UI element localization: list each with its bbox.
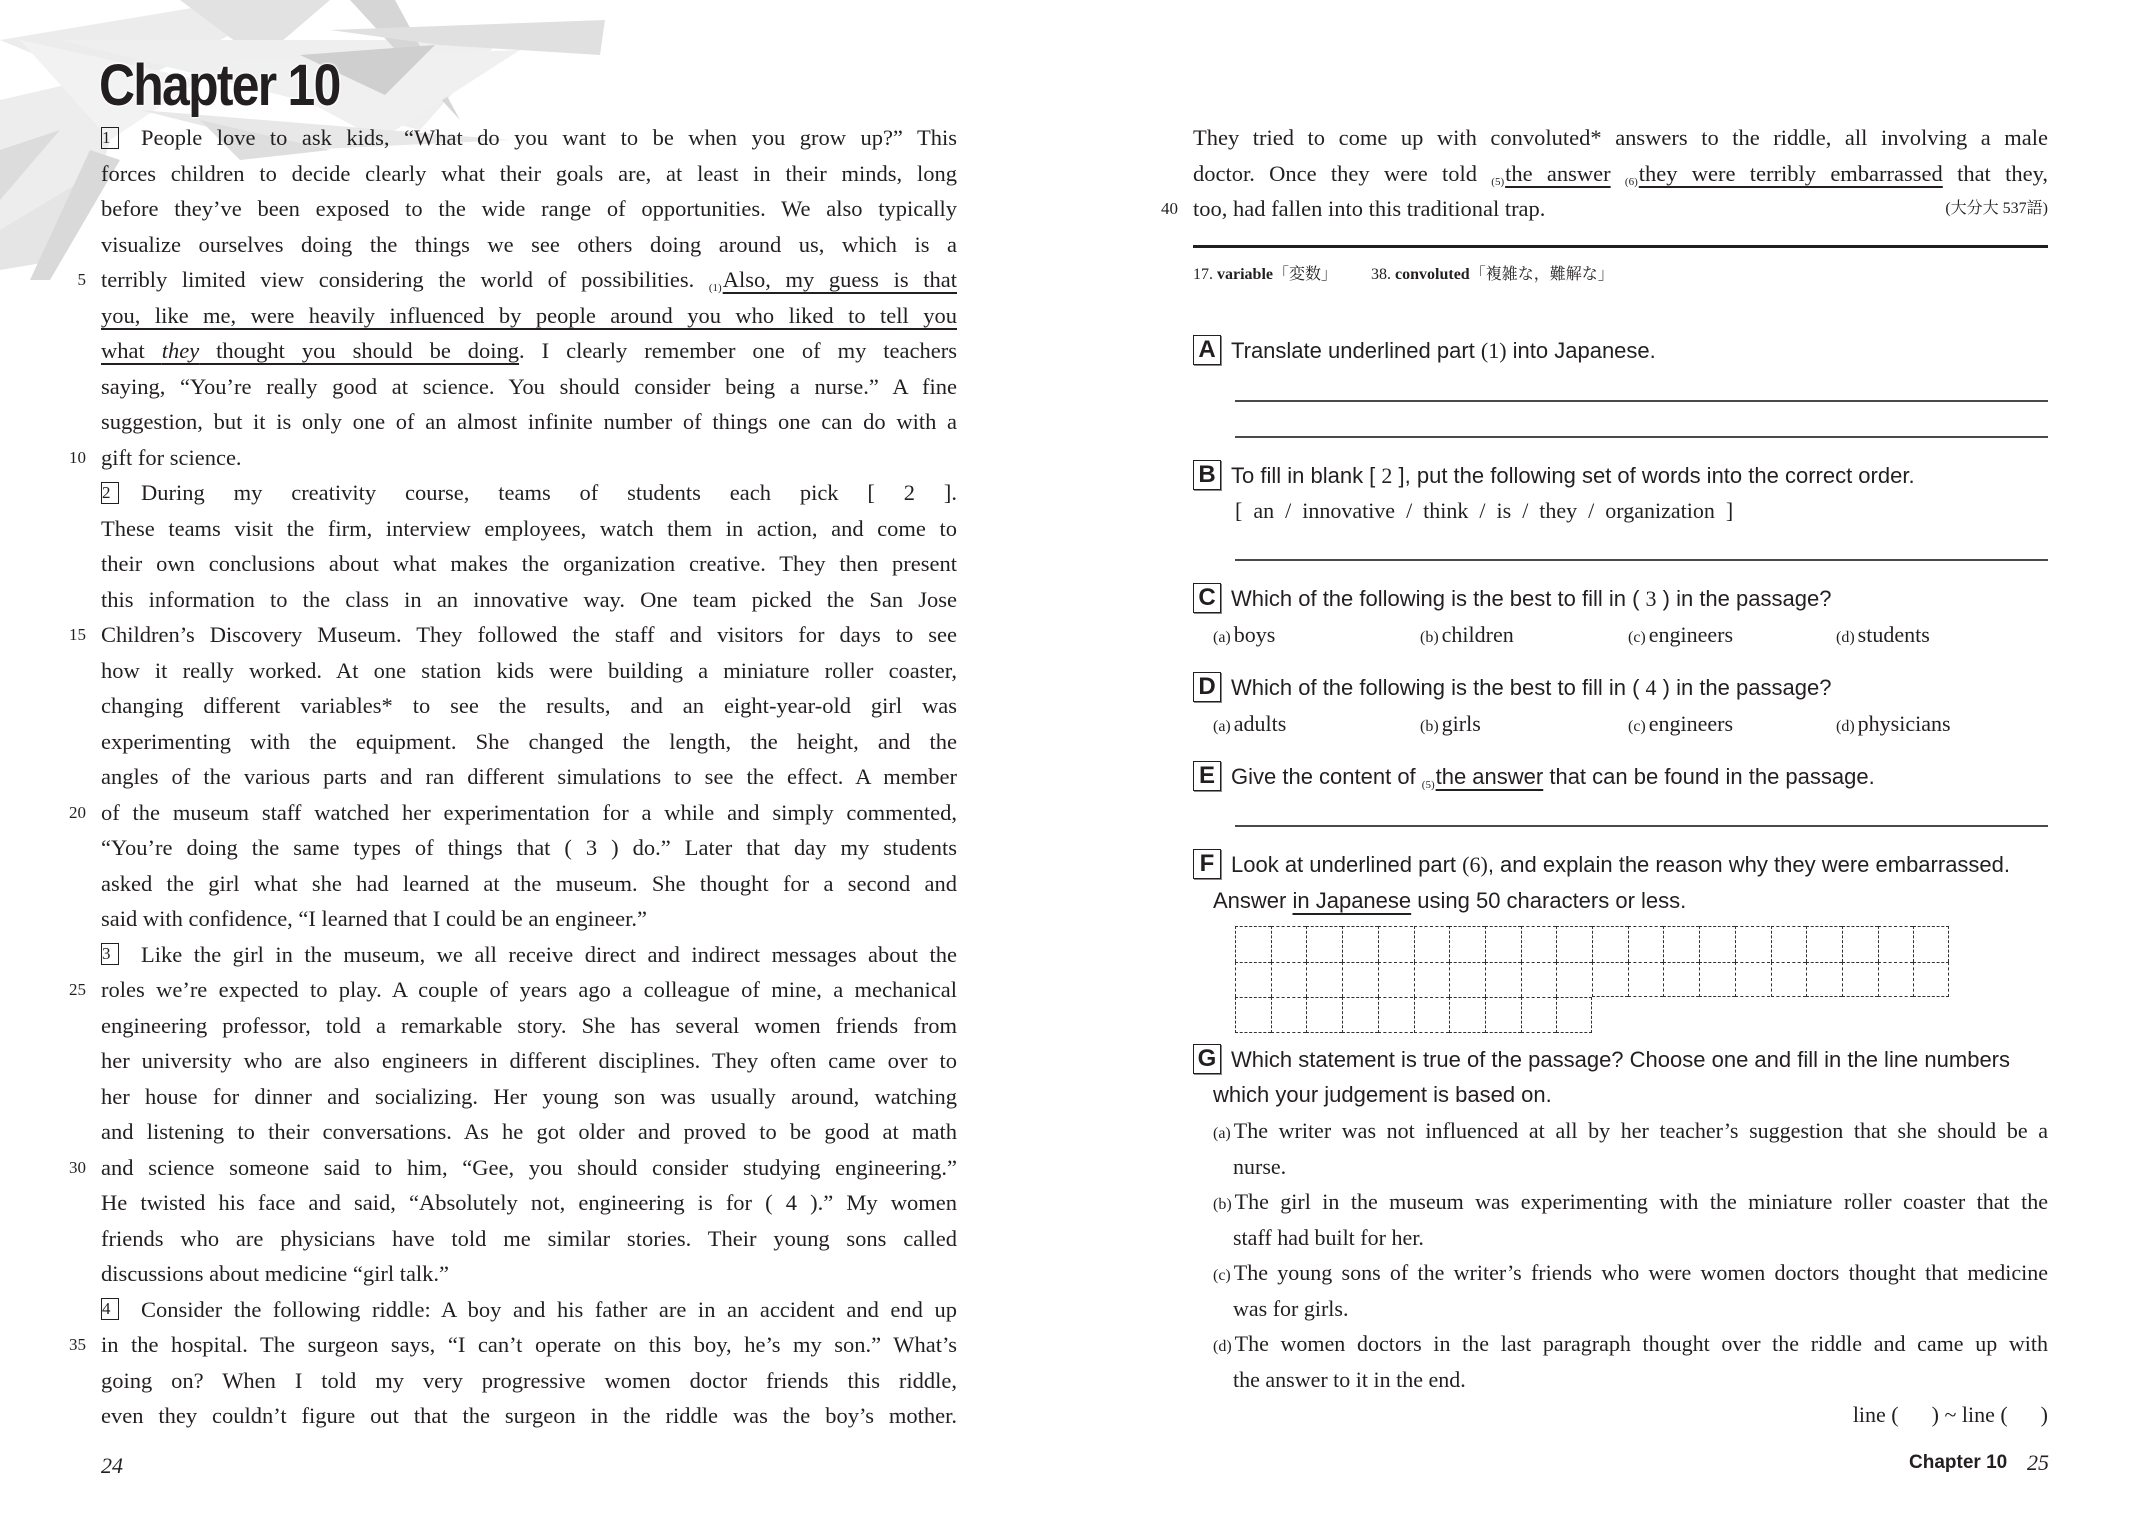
question-text: ], put the following set of words into the correct order. [1392,463,1915,488]
answer-cell[interactable] [1735,962,1771,998]
underlined-text: Also, my guess is that [722,267,957,292]
answer-cell[interactable] [1913,962,1949,998]
option-key: (d) [1213,1338,1232,1355]
line-text: of the museum staff watched her experimentation for a while and simply commented, [101,799,957,825]
question-label: G [1193,1044,1221,1074]
line-text: He twisted his face and said, “Absolutely not, engineering is for ( 4 ).” My women [101,1190,957,1215]
answer-cell[interactable] [1378,926,1414,962]
option-key: (b) [1420,629,1439,646]
answer-cell[interactable] [1699,926,1735,962]
chapter-title: Chapter 10 [99,53,340,118]
answer-cell[interactable] [1271,997,1307,1033]
footnote-gloss: 「複雑な，難解な」 [1469,266,1614,283]
line-text: even they couldn’t figure out that the surgeon in the riddle was the boy’s mother. [101,1403,957,1428]
text-line [101,1150,957,1186]
answer-cell[interactable] [1271,962,1307,998]
option-continuation: staff had built for her. [1233,1224,1424,1250]
answer-cell[interactable] [1521,997,1557,1033]
text-line [101,830,957,866]
option-text: The writer was not influenced at all by her teacher’s suggestion that she should be a [1233,1118,2048,1143]
text-line [101,227,957,263]
question-b [1193,458,1915,494]
answer-cell[interactable] [1378,962,1414,998]
question-text: into Japanese. [1506,338,1656,363]
line-text: During my creativity course, teams of students each pick [ 2 ]. [141,480,957,505]
question-text: Translate underlined part [1231,338,1481,363]
option-text: physicians [1857,711,1951,736]
line-text: angles of the various parts and ran different simulations to see the effect. A member [101,764,957,789]
text-line [101,404,957,440]
line-text: asked the girl what she had learned at the museum. She thought for a second and [101,870,957,896]
question-ref: 4 [1645,675,1657,700]
answer-cell[interactable] [1699,962,1735,998]
answer-cell[interactable] [1521,962,1557,998]
option-c[interactable] [1213,1255,2048,1291]
underlined-text: you, like me, were heavily influenced by people around you who liked to tell you [101,302,957,328]
question-text: Look at underlined part [1231,852,1463,877]
text-line [101,546,957,582]
line-text: said with confidence, “I learned that I could be an engineer.” [101,906,648,931]
line-text: discussions about medicine “girl talk.” [101,1261,450,1286]
option-text: boys [1233,622,1276,647]
question-text: that can be found in the passage. [1543,764,1875,789]
line-text: Children’s Discovery Museum. They followed the staff and visitors for days to see [101,622,957,647]
answer-cell[interactable] [1306,926,1342,962]
option-a[interactable] [1213,1113,2048,1149]
text-line [101,1185,957,1221]
question-a [1193,333,1656,369]
text-line [1193,120,2048,156]
paragraph-marker: 3 [101,943,119,965]
line-text: gift for science. [101,444,242,470]
question-g-line2: which your judgement is based on. [1213,1082,1552,1107]
answer-cell[interactable] [1306,962,1342,998]
option-text: adults [1233,711,1287,736]
line-text: too, had fallen into this traditional trap. [1193,196,1546,221]
text-line [1193,156,2048,192]
line-text: . I clearly remember one of my teachers [519,338,957,363]
footnote-num: 38. [1371,266,1392,283]
paragraph-marker: 2 [101,482,119,504]
underlined-text: what [101,338,162,363]
answer-cell[interactable] [1235,997,1271,1033]
passage-end-rule [1193,245,2048,248]
answer-line-e[interactable] [1235,825,2048,827]
answer-cell[interactable] [1485,997,1521,1033]
answer-cell[interactable] [1235,926,1271,962]
option-key: (a) [1213,629,1231,646]
line-text: going on? When I told my very progressive women doctor friends this riddle, [101,1367,957,1393]
text-line [101,653,957,689]
option-c[interactable] [1628,617,1733,653]
paragraph-marker: 1 [101,127,119,149]
text-line [101,298,957,334]
underlined-text: they were terribly embarrassed [1638,160,1943,186]
line-text: terribly limited view considering the world of possibilities. [101,267,709,292]
line-number: 25 [69,980,86,999]
option-text: engineers [1648,711,1734,736]
line-number: 5 [77,270,86,289]
line-text: These teams visit the firm, interview employees, watch them in action, and come to [101,515,957,541]
line-number: 35 [69,1335,86,1354]
text-line [101,688,957,724]
question-ref: (1) [1480,338,1507,363]
line-number: 30 [69,1157,86,1177]
text-line [101,475,957,511]
line-text: forces children to decide clearly what their goals are, at least in their minds, long [101,160,957,186]
question-c [1193,581,1831,617]
answer-cell[interactable] [1306,997,1342,1033]
underlined-text: the answer [1505,160,1611,186]
text-line [101,1221,957,1257]
option-key: (b) [1420,718,1439,735]
question-label: F [1193,849,1221,879]
answer-cell[interactable] [1342,926,1378,962]
option-d[interactable] [1213,1326,2048,1362]
option-key: (c) [1628,629,1646,646]
line-number: 10 [69,447,86,467]
text-line [101,1114,957,1150]
question-text: Give the content of [1231,764,1422,789]
footnote-gloss: 「変数」 [1273,266,1338,283]
text-line [101,1008,957,1044]
text-line [101,511,957,547]
line-number: 20 [69,802,86,822]
option-key: (d) [1836,718,1855,735]
option-text: engineers [1648,622,1734,647]
line-text: her university who are also engineers in different disciplines. They often came over to [101,1048,957,1073]
underline-mark: (5) [1491,175,1505,188]
line-text: how it really worked. At one station kids were building a miniature roller coaster, [101,657,957,683]
line-number-answer[interactable]: line ( ) ~ line ( ) [1852,1402,2048,1427]
option-key: (c) [1213,1267,1231,1284]
answer-cell[interactable] [1414,962,1450,998]
line-text: changing different variables* to see the results, and an eight-year-old girl was [101,693,957,718]
question-text: , and explain the reason why they were embarrassed. [1487,852,2011,877]
text-line [101,369,957,405]
answer-cell[interactable] [1771,962,1807,998]
option-key: (a) [1213,1125,1231,1142]
line-text: before they’ve been exposed to the wide range of opportunities. We also typically [101,196,957,221]
question-g [1193,1042,2010,1078]
question-label: B [1193,460,1221,490]
answer-cell[interactable] [1485,926,1521,962]
text-line [101,1363,957,1399]
answer-line-a2[interactable] [1235,436,2048,438]
answer-cell[interactable] [1592,962,1628,998]
answer-cell[interactable] [1342,997,1378,1033]
question-d [1193,670,1831,706]
question-label: D [1193,672,1221,702]
option-continuation: the answer to it in the end. [1233,1366,1466,1392]
answer-cell[interactable] [1663,926,1699,962]
line-text: They tried to come up with convoluted* answers to the riddle, all involving a male [1193,125,2048,150]
option-text: girls [1441,711,1481,736]
text-line [101,1398,957,1434]
question-text: Which of the following is the best to fill in ( [1231,675,1646,700]
line-text: “You’re doing the same types of things that ( 3 ) do.” Later that day my students [101,835,957,860]
line-number: 40 [1161,199,1178,218]
option-b[interactable] [1213,1184,2048,1220]
answer-cell[interactable] [1378,997,1414,1033]
answer-cell[interactable] [1735,926,1771,962]
text-line [101,440,957,476]
answer-cell[interactable] [1842,962,1878,998]
answer-cell[interactable] [1628,962,1664,998]
answer-cell[interactable] [1485,962,1521,998]
option-text: children [1441,622,1514,647]
text-line [101,262,957,298]
underline-mark: (5) [1421,779,1435,791]
text-line [101,120,957,156]
answer-line-b[interactable] [1235,559,2048,561]
footnotes [1193,262,1614,288]
option-key: (c) [1628,718,1646,735]
option-continuation: nurse. [1233,1153,1287,1179]
answer-cell[interactable] [1806,962,1842,998]
answer-cell[interactable] [1556,962,1592,998]
option-a[interactable] [1213,706,1286,742]
text-line [1193,191,2048,227]
underlined-text: thought you should be doing [199,338,520,363]
answer-cell[interactable] [1842,926,1878,962]
text-line [101,1079,957,1115]
line-text: suggestion, but it is only one of an almost infinite number of things one can do with a [101,409,957,434]
footnote-word: convoluted [1395,266,1470,283]
text-line [101,582,957,618]
answer-cell[interactable] [1414,997,1450,1033]
underline-mark: (6) [1624,175,1638,188]
option-key: (d) [1836,629,1855,646]
footer-chapter: Chapter 10 [1909,1452,2008,1473]
question-f-line2 [1213,883,1686,919]
text-line [101,156,957,192]
text-line [101,759,957,795]
text-line [101,937,957,973]
answer-cell[interactable] [1342,962,1378,998]
line-text: and listening to their conversations. As he got older and proved to be good at math [101,1119,957,1144]
line-text: her house for dinner and socializing. Her young son was usually around, watching [101,1083,957,1109]
option-text: students [1857,622,1930,647]
line-number: 15 [69,625,86,644]
question-text: Answer [1213,888,1293,913]
footnote-word: variable [1217,266,1273,283]
line-text: doctor. Once they were told [1193,160,1492,186]
line-text: their own conclusions about what makes the organization creative. They then present [101,551,957,576]
line-text: People love to ask kids, “What do you want to be when you grow up?” This [141,125,957,150]
line-text: roles we’re expected to play. A couple of years ago a colleague of mine, a mechanical [101,977,957,1002]
text-line [101,1292,957,1328]
answer-line-a1[interactable] [1235,400,2048,402]
answer-cell[interactable] [1271,926,1307,962]
answer-cell[interactable] [1913,926,1949,962]
footnote-num: 17. [1193,266,1213,283]
option-b[interactable] [1420,617,1514,653]
question-label: C [1193,583,1221,613]
option-c[interactable] [1628,706,1733,742]
text-line [101,795,957,831]
option-text: The women doctors in the last paragraph thought over the riddle and came up with [1234,1331,2048,1356]
line-text: saying, “You’re really good at science. You should consider being a nurse.” A fine [101,373,957,399]
answer-cell[interactable] [1414,926,1450,962]
text-line [101,1327,957,1363]
answer-cell[interactable] [1592,926,1628,962]
page-number-right: 25 [2027,1450,2049,1475]
option-text: The young sons of the writer’s friends who were women doctors thought that medicine [1233,1260,2048,1285]
text-line [101,901,957,937]
line-text: Consider the following riddle: A boy and his father are in an accident and end up [141,1296,957,1322]
option-continuation: was for girls. [1233,1295,1349,1321]
text-line [101,972,957,1008]
line-text: visualize ourselves doing the things we see others doing around us, which is a [101,231,957,257]
question-text: Which statement is true of the passage? Choose one and fill in the line numbers [1231,1047,2011,1072]
text-line [101,333,957,369]
answer-cell[interactable] [1449,962,1485,998]
answer-cell[interactable] [1771,926,1807,962]
option-key: (a) [1213,718,1231,735]
line-text: Like the girl in the museum, we all receive direct and indirect messages about the [141,941,957,967]
question-text: To fill in blank [ [1231,463,1382,488]
question-ref: 3 [1645,586,1657,611]
option-key: (b) [1213,1196,1232,1213]
answer-cell[interactable] [1521,926,1557,962]
answer-cell[interactable] [1806,926,1842,962]
line-text: this information to the class in an innovative way. One team picked the San Jose [101,586,957,612]
text-line [101,1256,957,1292]
underlined-text: they [161,338,200,363]
text-line [101,1043,957,1079]
text-line [101,191,957,227]
option-a[interactable] [1213,617,1275,653]
word-list: [ an / innovative / think / is / they / organization ] [1235,498,1734,523]
line-text: friends who are physicians have told me similar stories. Their young sons called [101,1225,957,1251]
question-f [1193,847,2010,883]
underline-mark: (1) [708,282,722,294]
question-label: A [1193,335,1221,365]
answer-cell[interactable] [1663,962,1699,998]
question-label: E [1193,761,1221,791]
option-d[interactable] [1836,617,1930,653]
answer-cell[interactable] [1235,962,1271,998]
question-ref: 2 [1381,463,1393,488]
question-e [1193,759,1875,795]
text-line [101,617,957,653]
answer-cell[interactable] [1449,997,1485,1033]
line-text: in the hospital. The surgeon says, “I can’t operate on this boy, he’s my son.” What’s [101,1332,957,1357]
option-text: The girl in the museum was experimenting with the miniature roller coaster that the [1234,1189,2048,1214]
answer-cell[interactable] [1556,997,1592,1033]
answer-cell[interactable] [1556,926,1592,962]
paragraph-marker: 4 [101,1298,119,1320]
answer-cell[interactable] [1628,926,1664,962]
question-text: Which of the following is the best to fill in ( [1231,586,1646,611]
source-citation: (大分大 537語) [1945,200,2048,217]
line-text: engineering professor, told a remarkable story. She has several women friends from [101,1012,957,1038]
page-number-left: 24 [101,1453,123,1478]
option-b[interactable] [1420,706,1481,742]
question-text: using 50 characters or less. [1411,888,1687,913]
underlined-ref: the answer [1435,764,1544,789]
answer-cell[interactable] [1878,962,1914,998]
answer-cell[interactable] [1449,926,1485,962]
text-line [101,724,957,760]
line-text: that they, [1942,160,2048,186]
question-text: ) in the passage? [1656,675,1832,700]
option-d[interactable] [1836,706,1951,742]
answer-cell[interactable] [1878,926,1914,962]
question-ref: (6) [1462,852,1488,877]
underlined-text: in Japanese [1292,888,1412,913]
line-text: and science someone said to him, “Gee, you should consider studying engineering.” [101,1154,957,1180]
line-text: experimenting with the equipment. She changed the length, the height, and the [101,728,957,754]
text-line [101,866,957,902]
question-text: ) in the passage? [1656,586,1832,611]
